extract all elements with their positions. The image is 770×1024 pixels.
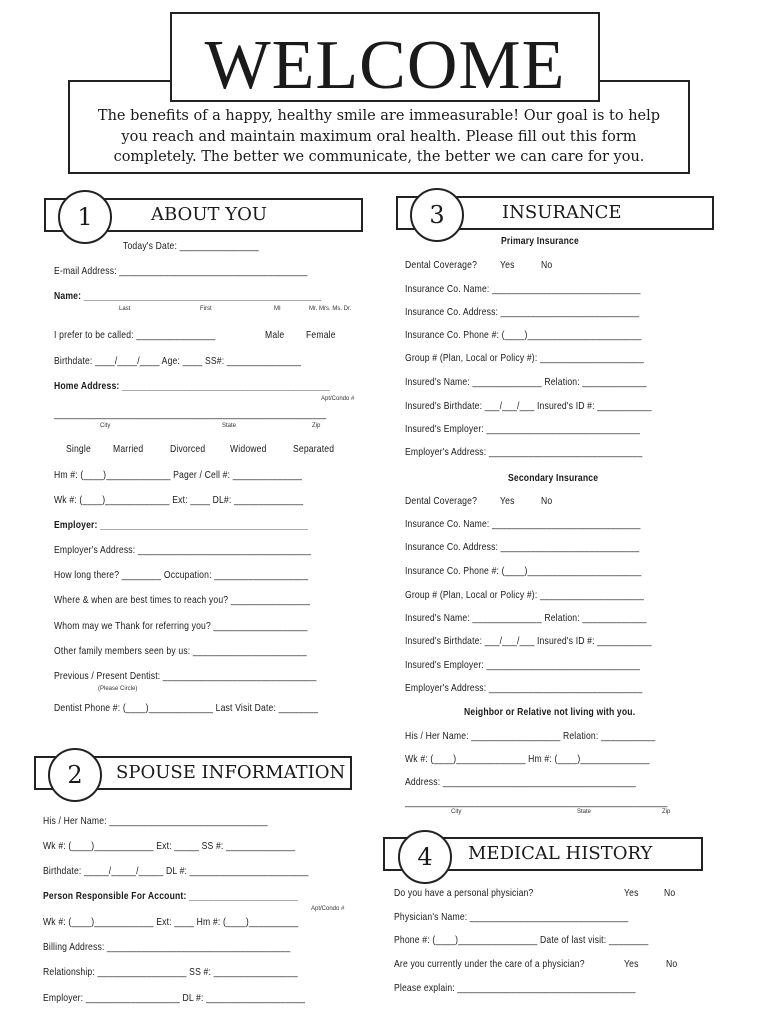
physician-phone[interactable]: Phone #: (____)________________ Date of last visit: ________: [394, 934, 649, 946]
secondary-co-name[interactable]: Insurance Co. Name: ______________________________: [405, 518, 641, 530]
name-sub-title: Mr. Mrs. Ms. Dr.: [309, 306, 352, 312]
marital-separated[interactable]: Separated: [293, 443, 335, 455]
section-3-number: 3: [410, 188, 464, 242]
under-care-yes[interactable]: Yes: [624, 958, 639, 970]
dentist-field[interactable]: Previous / Present Dentist: _______________________________: [54, 670, 317, 682]
address-line-2[interactable]: _______________________________________________________: [54, 408, 327, 420]
under-care-no[interactable]: No: [666, 958, 678, 970]
physician-name[interactable]: Physician's Name: ________________________________: [394, 911, 629, 923]
marital-single[interactable]: Single: [66, 443, 91, 455]
responsible-apt-sub: Apt/Condo #: [311, 906, 345, 912]
work-phone-field[interactable]: Wk #: (____)_____________ Ext: ____ DL#: ______________: [54, 494, 304, 506]
home-phone-field[interactable]: Hm #: (____)_____________ Pager / Cell #: ______________: [54, 469, 303, 481]
neighbor-address-line-2[interactable]: _____________________________________________________: [405, 796, 668, 808]
primary-co-name[interactable]: Insurance Co. Name: ______________________________: [405, 283, 641, 295]
secondary-insured-birthdate[interactable]: Insured's Birthdate: ___/___/___ Insured's ID #: ___________: [405, 635, 652, 647]
section-4-number: 4: [398, 830, 452, 884]
responsible-employer[interactable]: Employer: ___________________ DL #: ____________________: [43, 992, 306, 1004]
home-address-field[interactable]: Home Address: __________________________________________: [54, 380, 331, 392]
occupation-field[interactable]: How long there? ________ Occupation: ___________________: [54, 569, 309, 581]
male-option[interactable]: Male: [265, 329, 285, 341]
name-sub-last: Last: [119, 306, 131, 312]
neighbor-phones[interactable]: Wk #: (____)______________ Hm #: (____)______________: [405, 753, 650, 765]
spouse-title: SPOUSE INFORMATION: [116, 762, 346, 783]
spouse-birthdate[interactable]: Birthdate: _____/_____/_____ DL #: ________________________: [43, 865, 309, 877]
dentist-phone-field[interactable]: Dentist Phone #: (____)_____________ Last Visit Date: ________: [54, 702, 319, 714]
primary-co-phone[interactable]: Insurance Co. Phone #: (____)_______________________: [405, 329, 642, 341]
insurance-title: INSURANCE: [502, 202, 622, 223]
neighbor-address[interactable]: Address: _______________________________________: [405, 776, 636, 788]
primary-insured-employer[interactable]: Insured's Employer: _______________________________: [405, 423, 641, 435]
secondary-insurance-heading: Secondary Insurance: [508, 472, 599, 484]
spouse-work-phone[interactable]: Wk #: (____)____________ Ext: _____ SS #: ______________: [43, 840, 296, 852]
secondary-co-address[interactable]: Insurance Co. Address: ____________________________: [405, 541, 640, 553]
primary-coverage-no[interactable]: No: [541, 259, 553, 271]
zip-sub: Zip: [312, 423, 321, 429]
billing-address[interactable]: Billing Address: _____________________________________: [43, 941, 291, 953]
family-members-field[interactable]: Other family members seen by us: _______________________: [54, 645, 307, 657]
name-field[interactable]: Name: ________________________________________________: [54, 290, 322, 302]
personal-physician-yes[interactable]: Yes: [624, 887, 639, 899]
section-2-number: 2: [48, 748, 102, 802]
spouse-name[interactable]: His / Her Name: ________________________________: [43, 815, 268, 827]
medical-title: MEDICAL HISTORY: [468, 843, 653, 864]
neighbor-state-sub: State: [577, 809, 592, 815]
employer-address-field[interactable]: Employer's Address: ___________________________________: [54, 544, 312, 556]
under-care-question: Are you currently under the care of a physician?: [394, 958, 585, 970]
marital-married[interactable]: Married: [113, 443, 144, 455]
email-field[interactable]: E-mail Address: ______________________________________: [54, 265, 308, 277]
neighbor-zip-sub: Zip: [662, 809, 671, 815]
secondary-coverage-no[interactable]: No: [541, 495, 553, 507]
city-sub: City: [100, 423, 111, 429]
neighbor-name[interactable]: His / Her Name: __________________ Relation: ___________: [405, 730, 656, 742]
personal-physician-no[interactable]: No: [664, 887, 676, 899]
secondary-insured-employer[interactable]: Insured's Employer: _______________________________: [405, 659, 641, 671]
name-sub-first: First: [200, 306, 212, 312]
employer-field[interactable]: Employer: __________________________________________: [54, 519, 309, 531]
apt-condo-sub: Apt/Condo #: [321, 396, 355, 402]
primary-insured-birthdate[interactable]: Insured's Birthdate: ___/___/___ Insured's ID #: ___________: [405, 400, 652, 412]
primary-group[interactable]: Group # (Plan, Local or Policy #): _____________________: [405, 352, 644, 364]
marital-widowed[interactable]: Widowed: [230, 443, 267, 455]
primary-insurance-heading: Primary Insurance: [501, 235, 579, 247]
neighbor-heading: Neighbor or Relative not living with you.: [464, 706, 636, 718]
marital-divorced[interactable]: Divorced: [170, 443, 206, 455]
referral-field[interactable]: Whom may we Thank for referring you? ___________________: [54, 620, 308, 632]
neighbor-city-sub: City: [451, 809, 462, 815]
explain-field[interactable]: Please explain: ____________________________________: [394, 982, 636, 994]
secondary-co-phone[interactable]: Insurance Co. Phone #: (____)_______________________: [405, 565, 642, 577]
name-sub-mi: MI: [274, 306, 281, 312]
todays-date-field[interactable]: Today's Date: ________________: [123, 240, 259, 252]
primary-co-address[interactable]: Insurance Co. Address: ____________________________: [405, 306, 640, 318]
about-you-title: ABOUT YOU: [151, 204, 268, 225]
primary-insured-name[interactable]: Insured's Name: ______________ Relation: _____________: [405, 376, 647, 388]
primary-dental-coverage: Dental Coverage?: [405, 259, 478, 271]
preferred-name-field[interactable]: I prefer to be called: ________________: [54, 329, 216, 341]
secondary-group[interactable]: Group # (Plan, Local or Policy #): _____________________: [405, 589, 644, 601]
responsible-person[interactable]: Person Responsible For Account: ______________________: [43, 890, 299, 902]
female-option[interactable]: Female: [306, 329, 336, 341]
state-sub: State: [222, 423, 237, 429]
secondary-insured-name[interactable]: Insured's Name: ______________ Relation: _____________: [405, 612, 647, 624]
personal-physician-question: Do you have a personal physician?: [394, 887, 534, 899]
welcome-title: WELCOME: [170, 12, 600, 102]
relationship-field[interactable]: Relationship: __________________ SS #: _________________: [43, 966, 298, 978]
responsible-phones[interactable]: Wk #: (____)____________ Ext: ____ Hm #: (____)__________: [43, 916, 299, 928]
secondary-coverage-yes[interactable]: Yes: [500, 495, 515, 507]
primary-employer-address[interactable]: Employer's Address: _______________________________: [405, 446, 643, 458]
best-times-field[interactable]: Where & when are best times to reach you? ________________: [54, 594, 311, 606]
please-circle-note: (Please Circle): [98, 686, 138, 692]
secondary-employer-address[interactable]: Employer's Address: _______________________________: [405, 682, 643, 694]
intro-text: The benefits of a happy, healthy smile are immeasurable! Our goal is to help you reach and maintain maximum oral health. Please fill out this form completely. The better we communicate, the better we can care for you.: [68, 80, 690, 174]
primary-coverage-yes[interactable]: Yes: [500, 259, 515, 271]
section-1-number: 1: [58, 190, 112, 244]
birthdate-field[interactable]: Birthdate: ____/____/____ Age: ____ SS#: _______________: [54, 355, 302, 367]
secondary-dental-coverage: Dental Coverage?: [405, 495, 478, 507]
